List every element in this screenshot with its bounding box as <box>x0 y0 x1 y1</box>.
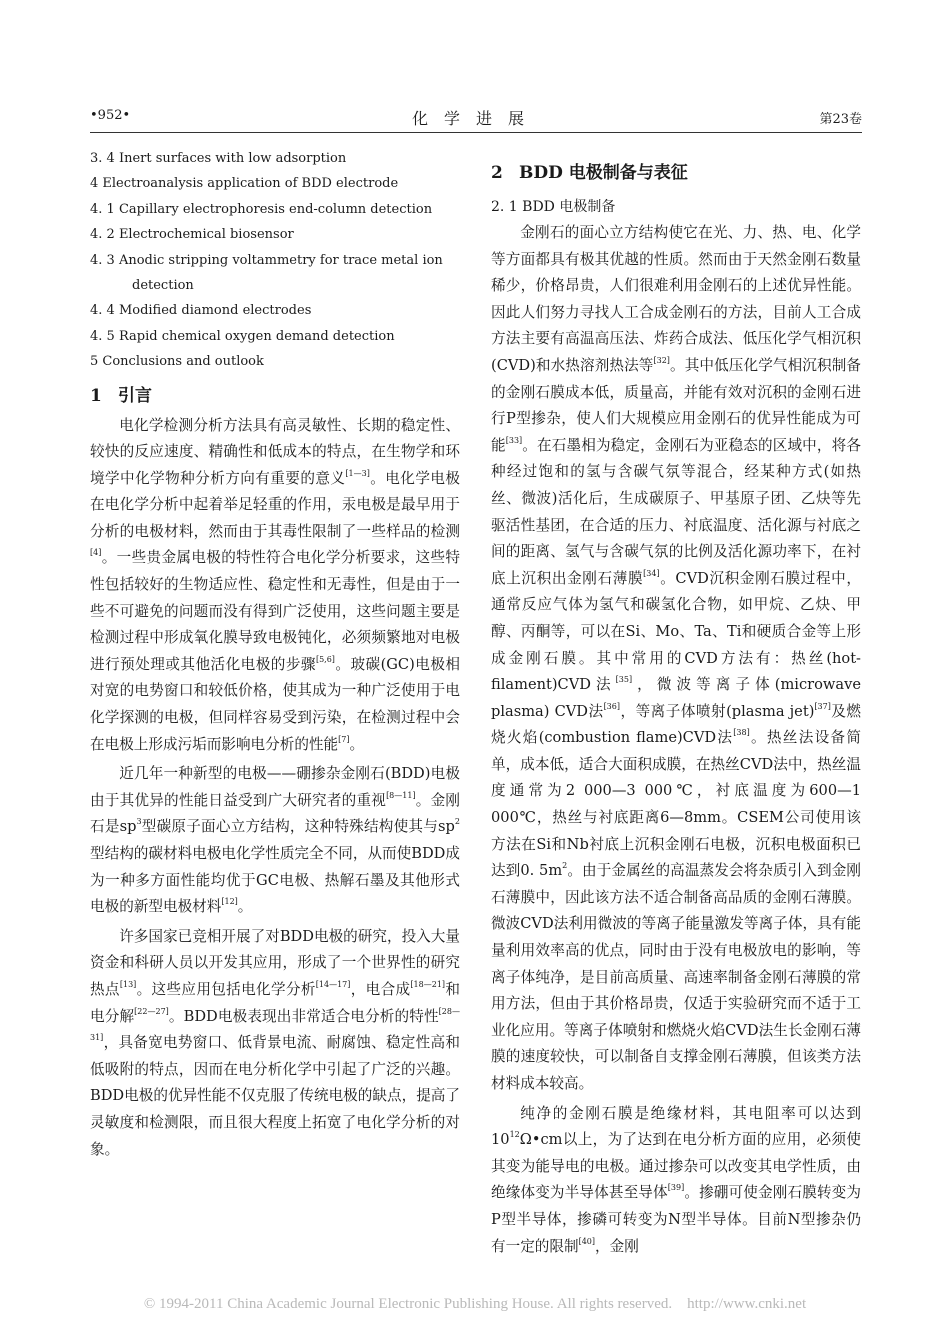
citation: [5,6] <box>315 654 335 664</box>
paragraph: 电化学检测分析方法具有高灵敏性、长期的稳定性、较快的反应速度、精确性和低成本的特点，在生物学和环境学中化学物种分析方向有重要的意义[1—3]。电化学电极在电化学分析中起着举足轻重的作用，汞电极是最早用于分析的电极材料，然而由于其毒性限制了一些样品的检测[4]。一些贵金属电极的特性符合电化学分析要求，这些特性包括较好的生物适应性、稳定性和无毒性，但是由于一些不可避免的问题而没有得到广泛使用，这些问题主要是检测过程中形成氧化膜导致电极钝化，必须频繁地对电极进行预处理或其他活化电极的步骤[5,6]。玻碳(GC)电极相对宽的电势窗口和较低价格，使其成为一种广泛使用于电化学探测的电极，但同样容易受到污染，在检测过程中会在电极上形成污垢而影响电分析的性能[7]。 <box>90 416 460 753</box>
section-title: BDD 电极制备与表征 <box>519 163 688 183</box>
toc-item: 4. 2 Electrochemical biosensor <box>90 227 294 243</box>
citation: [38] <box>733 728 750 738</box>
toc-item: 3. 4 Inert surfaces with low adsorption <box>90 151 347 166</box>
citation: [8—11] <box>386 790 416 800</box>
volume-label: 第23卷 <box>819 112 862 127</box>
superscript: 2 <box>562 861 568 871</box>
citation: [22—27] <box>134 1006 169 1016</box>
citation: [37] <box>814 701 831 711</box>
citation: [33] <box>505 435 523 445</box>
citation: [18—21] <box>410 979 446 989</box>
header-rule <box>90 132 862 133</box>
copyright-text: © 1994-2011 China Academic Journal Electronic Publishing House. All rights reserved. <box>143 1296 673 1312</box>
superscript: 2 <box>454 817 460 827</box>
superscript: 12 <box>509 1130 520 1140</box>
journal-title: 化学进展 <box>411 109 540 128</box>
section-number: 2 <box>491 163 503 183</box>
superscript: 3 <box>136 817 142 827</box>
page-number: •952• <box>90 108 131 123</box>
paragraph: 金刚石的面心立方结构使它在光、力、热、电、化学等方面都具有极其优越的性质。然而由于天然金刚石数量稀少，价格昂贵，人们很难利用金刚石的上述优异性能。因此人们努力寻找人工合成金刚石的方法，目前人工合成方法主要有高温高压法、炸药合成法、低压化学气相沉积(CVD)和水热溶剂热法等[32]。其中低压化学气相沉积制备的金刚石膜成本低，质量高，并能有效对沉积的金刚石进行P型掺杂，使人们大规模应用金刚石的优异性能成为可能[33]。在石墨相为稳定，金刚石为亚稳态的区域中，将各种经过饱和的氢与含碳气氛等混合，经某种方式(如热丝、微波)活化后，生成碳原子、甲基原子团、乙炔等先驱活性基团，在合适的压力、衬底温度、活化源与衬底之间的距离、氢气与含碳气氛的比例及活化源功率下，在衬底上沉积出金刚石薄膜[34]。CVD沉积金刚石膜过程中，通常反应气体为氢气和碳氢化合物，如甲烷、乙炔、甲醇、丙酮等，可以在Si、Mo、Ta、Ti和硬质合金等上形成金刚石膜。其中常用的CVD方法有：热丝(hot-filament)CVD法[35]，微波等离子体(microwave plasma) CVD法[36]，等离子体喷射(plasma jet)[37]及燃烧火焰(combustion flame)CVD法[38]。热丝法设备简单，成本低，适合大面积成膜，在热丝CVD法中，热丝温度通常为2 000—3 000℃，衬底温度为600—1 000℃，热丝与衬底距离6—8mm。CSEM公司使用该方法在Si和Nb衬底上沉积金刚石电极，沉积电极面积已达到0. $5m^2$。由于金属丝的高温蒸发会将杂质引入到金刚石薄膜中，因此该方法不适合制备高品质的金刚石薄膜。微波CVD法利用微波的等离子能量激发等离子体，具有能量利用效率高的优点，同时由于没有电极放电的影响，等离子体纯净，是目前高质量、高速率制备金刚石薄膜的常用方法，但由于其价格昂贵，仅适于实验研究而不适于工业化应用。等离子体喷射和燃烧火焰CVD法生长金刚石薄膜的速度较快，可以制备自支撑金刚石薄膜，但该类方法材料成本较高。 <box>491 224 861 1092</box>
section-number: 1 <box>90 385 102 406</box>
subsection-heading: 2. 1 BDD 电极制备 <box>491 199 616 215</box>
running-header <box>90 104 862 130</box>
citation: [34] <box>643 568 660 578</box>
citation: [36] <box>603 701 620 711</box>
citation: [12] <box>221 897 238 907</box>
section-heading-introduction <box>90 379 460 413</box>
toc-item: 5 Conclusions and outlook <box>90 354 264 370</box>
citation: [28—31] <box>90 1006 460 1043</box>
section-title: 引言 <box>118 385 152 406</box>
toc-item: 4. 3 Anodic stripping voltammetry for trace metal ion <box>90 252 443 268</box>
citation: [35] <box>615 675 633 685</box>
citation: [1—3] <box>345 468 370 478</box>
citation: [13] <box>119 979 137 989</box>
citation: [40] <box>578 1236 595 1246</box>
toc-item: 4. 4 Modified diamond electrodes <box>90 303 312 319</box>
toc-item: 4 Electroanalysis application of BDD electrode <box>90 176 399 192</box>
left-column <box>90 146 460 1166</box>
citation: [39] <box>667 1183 685 1193</box>
citation: [14—17] <box>315 979 351 989</box>
citation: [4] <box>90 548 102 558</box>
toc-item: detection <box>132 277 194 293</box>
paragraph: 近几年一种新型的电极——硼掺杂金刚石(BDD)电极由于其优异的性能日益受到广大研究者的重视[8—11]。金刚石是$sp^3$型碳原子面心立方结构，这种特殊结构使其与$sp^2$型结构的碳材料电极电化学性质完全不同，从而使BDD成为一种多方面性能均优于GC电极、热解石墨及其他形式电极的新型电极材料[12]。 <box>90 765 460 916</box>
toc-item: 4. 5 Rapid chemical oxygen demand detection <box>90 328 395 344</box>
footer-url: http://www.cnki.net <box>687 1296 807 1312</box>
toc-item: 4. 1 Capillary electrophoresis end-column detection <box>90 201 433 217</box>
paragraph: 纯净的金刚石膜是绝缘材料，其电阻率可以达到$10^{12}\Omega•cm$以上，为了达到在电分析方面的应用，必须使其变为能导电的电极。通过掺杂可以改变其电学性质，由绝缘体变为半导体甚至导体[39]。掺硼可使金刚石膜转变为P型半导体，掺磷可转变为N型半导体。目前N型掺杂仍有一定的限制[40]，金刚 <box>491 1104 861 1255</box>
english-toc <box>90 146 460 375</box>
section-heading-preparation <box>491 156 861 190</box>
citation: [7] <box>338 734 350 744</box>
right-column <box>491 146 861 1263</box>
paragraph: 许多国家已竞相开展了对BDD电极的研究，投入大量资金和科研人员以开发其应用，形成了一个世界性的研究热点[13]。这些应用包括电化学分析[14—17]，电合成[18—21]和电分解[22—27]。BDD电极表现出非常适合电分析的特性[28—31]，具备宽电势窗口、低背景电流、耐腐蚀、稳定性高和低吸附的特点，因而在电分析化学中引起了广泛的兴趣。BDD电极的优异性能不仅克服了传统电极的缺点，提高了灵敏度和检测限，而且很大程度上拓宽了电化学分析的对象。 <box>90 927 460 1158</box>
citation: [32] <box>653 355 670 365</box>
copyright-footer <box>0 1296 950 1313</box>
